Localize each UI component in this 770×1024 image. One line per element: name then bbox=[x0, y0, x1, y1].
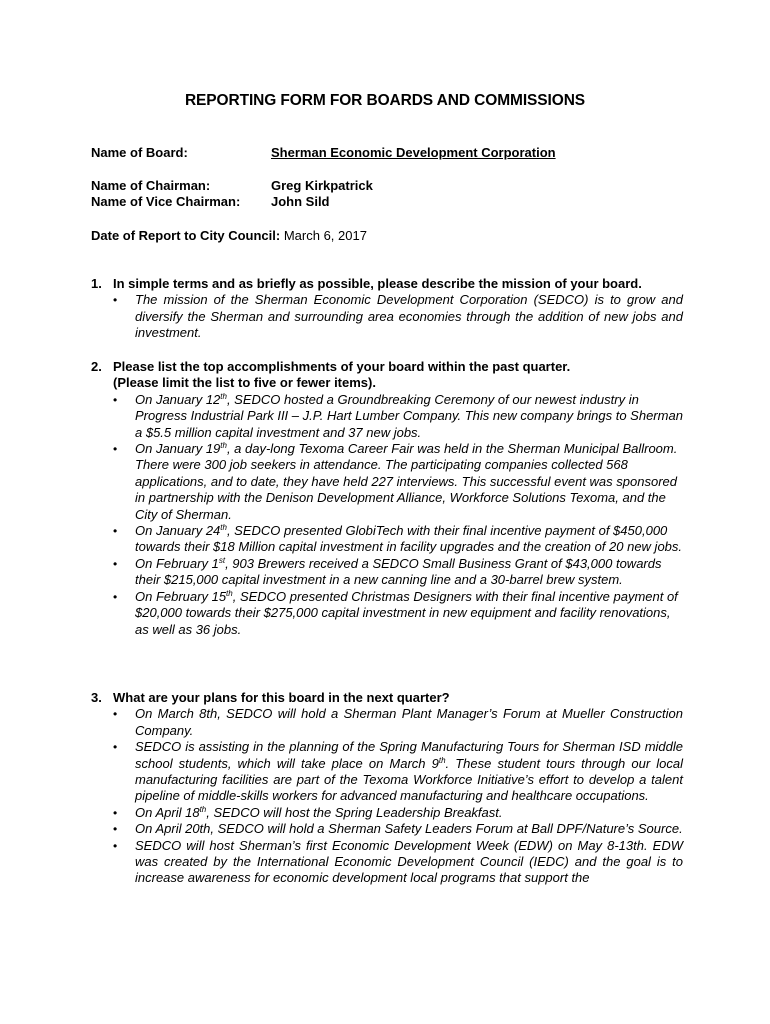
section-3 bbox=[91, 690, 683, 887]
vice-chairman-name: John Sild bbox=[271, 194, 330, 209]
board-name: Sherman Economic Development Corporation bbox=[271, 145, 556, 160]
question-2 bbox=[91, 359, 683, 392]
section-1 bbox=[91, 276, 683, 342]
question-number: 2. bbox=[91, 359, 102, 374]
list-item: • On April 20th, SEDCO will hold a Sherman Safety Leaders Forum at Ball DPF/Nature’s Source. bbox=[113, 821, 683, 837]
bullet-icon: • bbox=[113, 556, 118, 571]
bullet-icon: • bbox=[113, 524, 118, 539]
bullet-icon: • bbox=[113, 838, 118, 853]
question-1 bbox=[91, 276, 683, 292]
board-label: Name of Board: bbox=[91, 145, 188, 160]
list-item: • The mission of the Sherman Economic Development Corporation (SEDCO) is to grow and diversify the Sherman and surrounding area economies through the addition of new jobs and investment. bbox=[113, 292, 683, 341]
report-date-value: March 6, 2017 bbox=[283, 228, 367, 243]
bullet-icon: • bbox=[113, 442, 118, 457]
bullet-icon: • bbox=[113, 822, 118, 837]
vice-chairman-row bbox=[91, 194, 330, 210]
list-item: • SEDCO will host Sherman’s first Economic Development Week (EDW) on May 8-13th. EDW was created by the International Economic Development Council (IEDC) and the goal is to increase awareness for economic development local programs that support the bbox=[113, 837, 683, 886]
answer-list bbox=[91, 392, 683, 638]
question-number: 1. bbox=[91, 276, 102, 291]
question-text: What are your plans for this board in the next quarter? bbox=[113, 690, 450, 705]
list-item: • On February 15th, SEDCO presented Christmas Designers with their final incentive payment of $20,000 towards their $275,000 capital investment in new equipment and facility renovations, as well as 36 jobs. bbox=[113, 588, 678, 637]
chairman-row bbox=[91, 178, 373, 194]
question-number: 3. bbox=[91, 690, 102, 705]
question-text: In simple terms and as briefly as possible, please describe the mission of your board. bbox=[113, 276, 642, 291]
list-item: • On April 18th, SEDCO will host the Spring Leadership Breakfast. bbox=[113, 804, 503, 820]
chairman-label: Name of Chairman: bbox=[91, 178, 211, 193]
vice-chairman-label: Name of Vice Chairman: bbox=[91, 194, 241, 209]
bullet-icon: • bbox=[113, 392, 118, 407]
bullet-icon: • bbox=[113, 589, 118, 604]
answer-list bbox=[91, 706, 683, 886]
bullet-icon: • bbox=[113, 293, 118, 308]
list-item: • On January 12th, SEDCO hosted a Groundbreaking Ceremony of our newest industry in Progress Industrial Park III – J.P. Hart Lumber Company. This new company brings to Sherman a $5.5 million capital investment and 37 new jobs. bbox=[113, 391, 683, 440]
list-item: • On January 24th, SEDCO presented GlobiTech with their final incentive payment of $450,000 towards their $18 Million capital investment in facility upgrades and the creation of 20 new jobs. bbox=[113, 523, 683, 555]
bullet-icon: • bbox=[113, 805, 118, 820]
form-title: REPORTING FORM FOR BOARDS AND COMMISSIONS bbox=[184, 92, 586, 109]
list-item: • SEDCO is assisting in the planning of the Spring Manufacturing Tours for Sherman ISD middle school students, which will take place on March 9th. These student tours through our local manufacturing facilities are part of the Texoma Workforce Initiative’s effort to develop a talent pipeline of middle-skills workers for advanced manufacturing and healthcare occupations. bbox=[113, 739, 683, 804]
chairman-name: Greg Kirkpatrick bbox=[271, 178, 373, 193]
question-3 bbox=[91, 690, 683, 706]
list-item: • On March 8th, SEDCO will hold a Sherman Plant Manager’s Forum at Mueller Construction Company. bbox=[113, 706, 683, 738]
question-text: Please list the top accomplishments of your board within the past quarter. (Please limit the list to five or fewer items). bbox=[113, 359, 571, 391]
section-2 bbox=[91, 359, 683, 638]
answer-list bbox=[91, 292, 683, 341]
report-date-row bbox=[91, 228, 367, 244]
board-row bbox=[91, 145, 556, 161]
bullet-icon: • bbox=[113, 740, 118, 755]
report-date-label: Date of Report to City Council: bbox=[91, 228, 281, 243]
bullet-icon: • bbox=[113, 707, 118, 722]
list-item: • On January 19th, a day-long Texoma Career Fair was held in the Sherman Municipal Ballroom. There were 300 job seekers in attendance. The participating companies collected 568 applications, and to date, they have held 227 interviews. This successful event was sponsored in partnership with the Denison Development Alliance, Workforce Solutions Texoma, and the City of Sherman. bbox=[113, 441, 678, 522]
list-item: • On February 1st, 903 Brewers received a SEDCO Small Business Grant of $43,000 towards their $215,000 capital investment in a new canning line and a 30-barrel brew system. bbox=[113, 555, 662, 588]
